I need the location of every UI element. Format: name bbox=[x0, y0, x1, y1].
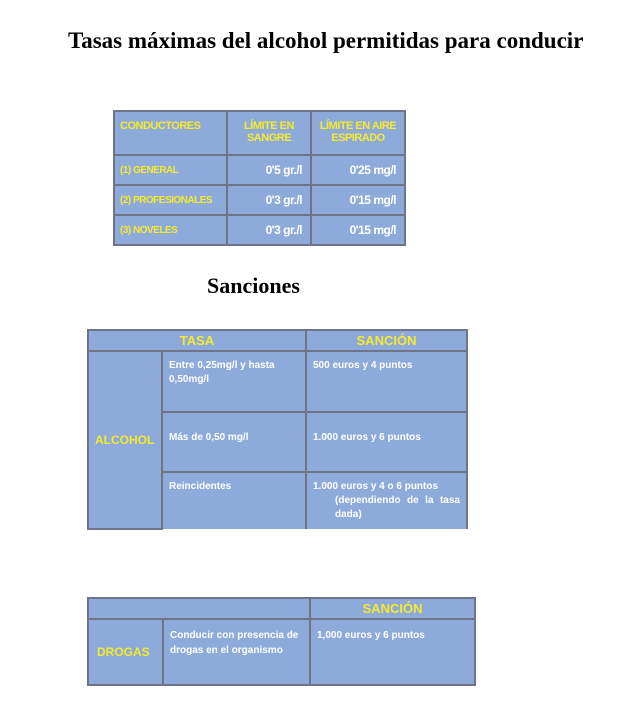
sanction-note: (dependiendo de la tasa dada) bbox=[335, 495, 460, 520]
category-drugs: DROGAS bbox=[88, 619, 163, 685]
rate-cell: Reincidentes bbox=[162, 472, 306, 529]
table-row bbox=[114, 185, 405, 215]
air-limit: 0'15 mg/l bbox=[311, 185, 405, 215]
driver-type: (2) PROFESIONALES bbox=[114, 185, 227, 215]
drugs-sanctions-table bbox=[87, 597, 476, 686]
blood-limit: 0'3 gr./l bbox=[227, 185, 311, 215]
rate-cell: Entre 0,25mg/l y hasta 0,50mg/l bbox=[162, 351, 306, 412]
table-header-row bbox=[88, 330, 467, 351]
header-sanction: SANCIÓN bbox=[306, 330, 467, 351]
header-sanction: SANCIÓN bbox=[310, 598, 475, 619]
alcohol-sanctions-table bbox=[87, 329, 468, 530]
table-header-row bbox=[114, 111, 405, 155]
header-rate: TASA bbox=[88, 330, 306, 351]
table-header-row bbox=[88, 598, 475, 619]
blood-limit: 0'3 gr./l bbox=[227, 215, 311, 245]
sanction-line: 1.000 euros y 4 o 6 puntos bbox=[313, 481, 439, 492]
header-blood-limit: LÍMITE EN SANGRE bbox=[227, 111, 311, 155]
alcohol-limits-table bbox=[113, 110, 406, 246]
header-empty bbox=[88, 598, 310, 619]
driver-type: (3) NOVELES bbox=[114, 215, 227, 245]
table-row bbox=[114, 155, 405, 185]
air-limit: 0'15 mg/l bbox=[311, 215, 405, 245]
table-row bbox=[88, 351, 467, 412]
category-alcohol: ALCOHOL bbox=[88, 351, 162, 529]
air-limit: 0'25 mg/l bbox=[311, 155, 405, 185]
header-drivers: CONDUCTORES bbox=[114, 111, 227, 155]
sanction-cell: 500 euros y 4 puntos bbox=[306, 351, 467, 412]
sanction-cell: 1,000 euros y 6 puntos bbox=[310, 619, 475, 685]
sanction-cell: 1.000 euros y 6 puntos bbox=[306, 412, 467, 472]
description-cell: Conducir con presencia de drogas en el organismo bbox=[163, 619, 310, 685]
header-air-limit: LÍMITE EN AIRE ESPIRADO bbox=[311, 111, 405, 155]
blood-limit: 0'5 gr./l bbox=[227, 155, 311, 185]
sanctions-heading: Sanciones bbox=[207, 273, 300, 298]
sanction-cell bbox=[306, 472, 467, 529]
table-row bbox=[88, 619, 475, 685]
page-title: Tasas máximas del alcohol permitidas para conducir bbox=[68, 28, 584, 53]
rate-cell: Más de 0,50 mg/l bbox=[162, 412, 306, 472]
table-row bbox=[114, 215, 405, 245]
driver-type: (1) GENERAL bbox=[114, 155, 227, 185]
